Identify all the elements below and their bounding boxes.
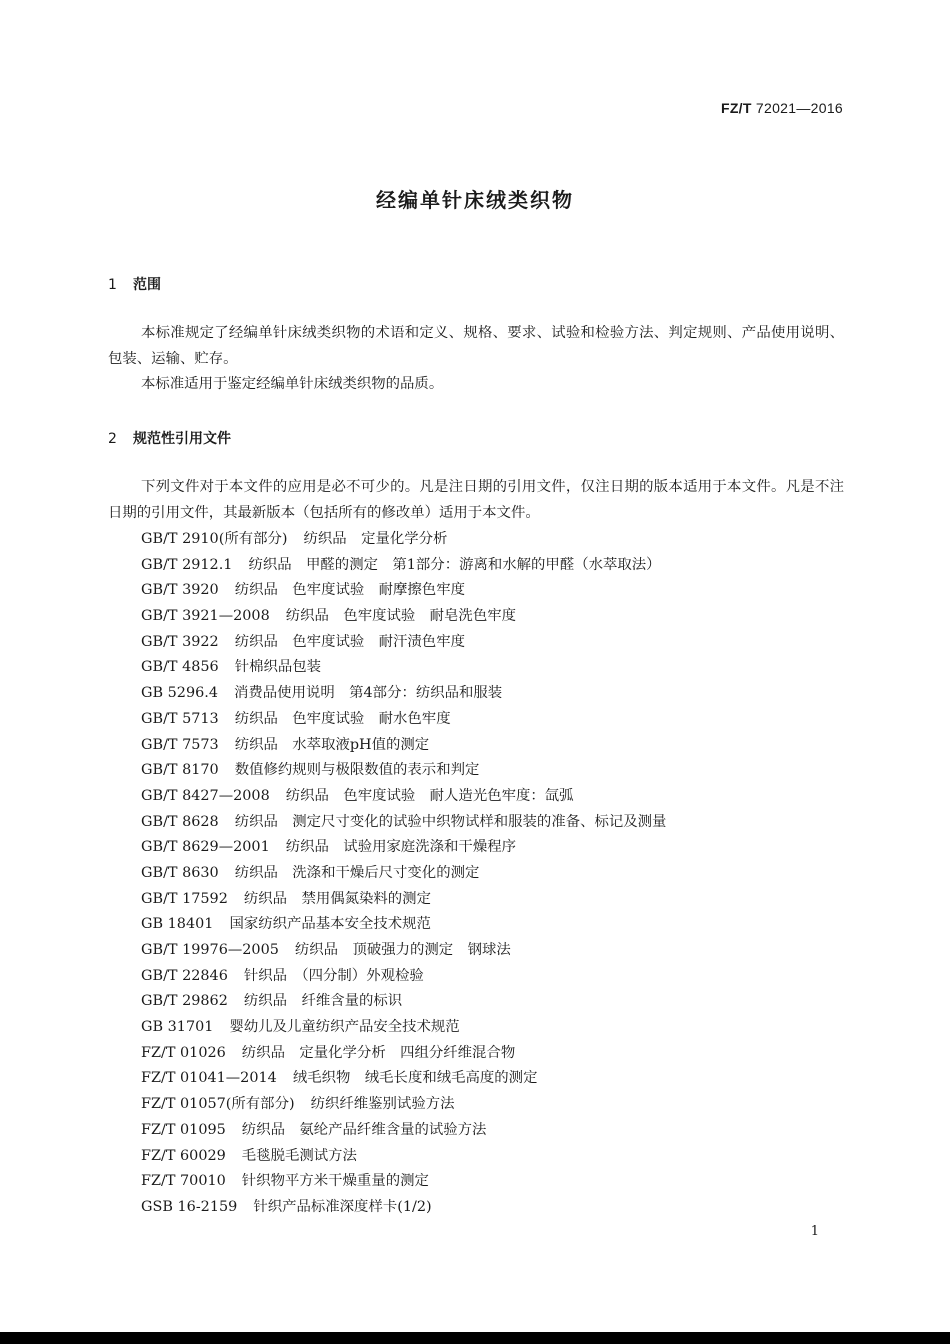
reference-code: GSB 16-2159 xyxy=(141,1198,238,1215)
reference-title: 纺织品 顶破强力的测定 钢球法 xyxy=(294,942,511,958)
reference-item xyxy=(141,527,666,553)
reference-item xyxy=(141,1195,666,1221)
reference-title: 婴幼儿及儿童纺织产品安全技术规范 xyxy=(229,1019,460,1036)
reference-code: GB 5296.4 xyxy=(141,685,218,702)
reference-item xyxy=(141,758,666,784)
reference-list xyxy=(141,527,666,1221)
document-title: 经编单针床绒类织物 xyxy=(376,188,574,212)
reference-code: GB/T 29862 xyxy=(141,993,228,1010)
reference-title: 毛毯脱毛测试方法 xyxy=(241,1147,357,1164)
paragraph: 下列文件对于本文件的应用是必不可少的。凡是注日期的引用文件，仅注日期的版本适用于本文件。凡是不注日期的引用文件，其最新版本（包括所有的修改单）适用于本文件。 xyxy=(108,479,844,521)
reference-item xyxy=(141,1092,666,1118)
standard-number xyxy=(721,100,843,116)
reference-code: GB/T 3921—2008 xyxy=(141,608,270,625)
reference-code: GB/T 7573 xyxy=(141,736,219,753)
reference-item xyxy=(141,681,666,707)
reference-item xyxy=(141,887,666,913)
reference-title: 纺织品 试验用家庭洗涤和干燥程序 xyxy=(285,839,516,856)
reference-title: 纺织品 色牢度试验 耐皂洗色牢度 xyxy=(285,608,516,625)
reference-code: GB/T 8628 xyxy=(141,813,219,830)
reference-title: 针织物平方米干燥重量的测定 xyxy=(241,1173,429,1190)
reference-title: 纺织品 定量化学分析 xyxy=(303,531,448,547)
reference-code: GB/T 19976—2005 xyxy=(141,942,279,958)
reference-title: 纺织品 氨纶产品纤维含量的试验方法 xyxy=(241,1121,487,1138)
reference-item xyxy=(141,707,666,733)
reference-title: 纺织品 纤维含量的标识 xyxy=(243,993,403,1010)
reference-item xyxy=(141,553,666,579)
reference-title: 绒毛织物 绒毛长度和绒毛高度的测定 xyxy=(292,1070,538,1087)
reference-code: FZ/T 01026 xyxy=(141,1044,226,1061)
reference-item xyxy=(141,1015,666,1041)
reference-code: GB/T 22846 xyxy=(141,967,228,984)
reference-title: 针织产品标准深度样卡(1/2) xyxy=(253,1198,432,1215)
reference-item xyxy=(141,604,666,630)
reference-item xyxy=(141,1144,666,1170)
reference-title: 纺织品 色牢度试验 耐汗渍色牢度 xyxy=(234,633,465,650)
reference-item xyxy=(141,989,666,1015)
scan-edge-bar xyxy=(0,1332,950,1344)
reference-code: GB/T 8170 xyxy=(141,762,219,779)
reference-code: FZ/T 01057(所有部分) xyxy=(141,1096,295,1113)
reference-item xyxy=(141,912,666,938)
reference-title: 纺织纤维鉴别试验方法 xyxy=(310,1096,455,1113)
paragraph: 本标准适用于鉴定经编单针床绒类织物的品质。 xyxy=(141,376,444,392)
reference-code: GB/T 2910(所有部分) xyxy=(141,531,288,547)
reference-code: GB/T 8630 xyxy=(141,864,219,881)
reference-title: 纺织品 测定尺寸变化的试验中织物试样和服装的准备、标记及测量 xyxy=(234,813,667,830)
reference-item xyxy=(141,1169,666,1195)
reference-code: GB 31701 xyxy=(141,1019,214,1036)
reference-code: GB 18401 xyxy=(141,916,214,933)
section-number: 1 xyxy=(108,277,117,293)
reference-code: FZ/T 01041—2014 xyxy=(141,1070,277,1087)
reference-item xyxy=(141,964,666,990)
reference-title: 纺织品 禁用偶氮染料的测定 xyxy=(243,890,431,907)
reference-title: 针织品 （四分制）外观检验 xyxy=(243,967,424,984)
reference-title: 针棉织品包装 xyxy=(234,659,322,676)
reference-item xyxy=(141,578,666,604)
reference-item xyxy=(141,784,666,810)
reference-title: 纺织品 甲醛的测定 第1部分：游离和水解的甲醛（水萃取法） xyxy=(248,556,661,573)
reference-code: FZ/T 70010 xyxy=(141,1173,226,1190)
reference-item xyxy=(141,1066,666,1092)
reference-item xyxy=(141,655,666,681)
reference-item xyxy=(141,938,666,964)
reference-item xyxy=(141,861,666,887)
reference-item xyxy=(141,1118,666,1144)
section-heading-scope xyxy=(108,274,161,294)
reference-code: GB/T 3920 xyxy=(141,582,219,599)
standard-number-value: 72021—2016 xyxy=(755,100,843,116)
section-title: 范围 xyxy=(133,277,161,293)
reference-code: GB/T 3922 xyxy=(141,633,219,650)
reference-code: FZ/T 01095 xyxy=(141,1121,226,1138)
reference-code: FZ/T 60029 xyxy=(141,1147,226,1164)
reference-code: GB/T 8427—2008 xyxy=(141,787,270,804)
reference-title: 纺织品 定量化学分析 四组分纤维混合物 xyxy=(241,1044,516,1061)
reference-title: 纺织品 色牢度试验 耐水色牢度 xyxy=(234,710,451,727)
reference-item xyxy=(141,1041,666,1067)
section-heading-normative-references xyxy=(108,428,231,448)
reference-code: GB/T 5713 xyxy=(141,710,219,727)
standard-prefix: FZ/T xyxy=(720,100,752,116)
reference-title: 纺织品 洗涤和干燥后尺寸变化的测定 xyxy=(234,864,480,881)
page-number: 1 xyxy=(810,1224,819,1239)
reference-title: 纺织品 色牢度试验 耐摩擦色牢度 xyxy=(234,582,465,599)
reference-code: GB/T 8629—2001 xyxy=(141,839,270,856)
reference-code: GB/T 4856 xyxy=(141,659,219,676)
reference-title: 消费品使用说明 第4部分：纺织品和服装 xyxy=(234,685,503,702)
reference-code: GB/T 2912.1 xyxy=(141,556,233,573)
section-title: 规范性引用文件 xyxy=(133,431,231,447)
reference-title: 纺织品 色牢度试验 耐人造光色牢度：氙弧 xyxy=(285,787,574,804)
reference-code: GB/T 17592 xyxy=(141,890,228,907)
reference-title: 国家纺织产品基本安全技术规范 xyxy=(229,916,431,933)
reference-title: 数值修约规则与极限数值的表示和判定 xyxy=(234,762,480,779)
paragraph: 本标准规定了经编单针床绒类织物的术语和定义、规格、要求、试验和检验方法、判定规则、产品使用说明、包装、运输、贮存。 xyxy=(108,325,844,367)
reference-item xyxy=(141,810,666,836)
reference-item xyxy=(141,835,666,861)
reference-item xyxy=(141,733,666,759)
section-number: 2 xyxy=(108,431,117,447)
reference-item xyxy=(141,630,666,656)
reference-title: 纺织品 水萃取液pH值的测定 xyxy=(234,736,430,753)
